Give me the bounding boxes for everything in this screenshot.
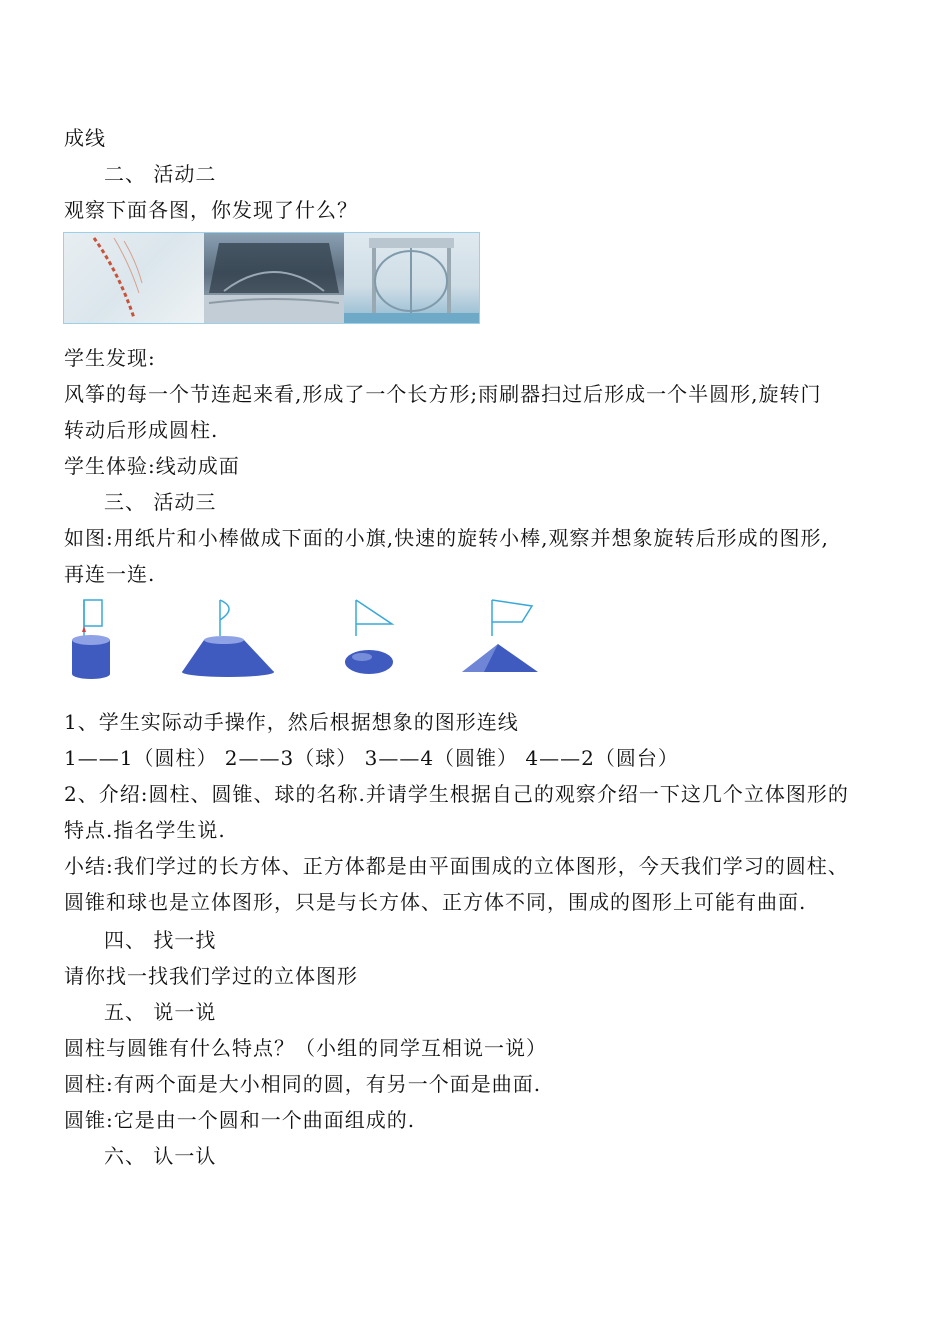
section-heading-activity-2: 二、 活动二 <box>104 162 217 186</box>
text-line: 如图:用纸片和小棒做成下面的小旗,快速的旋转小棒,观察并想象旋转后形成的图形, <box>64 526 829 550</box>
text-line: 观察下面各图，你发现了什么？ <box>64 198 358 222</box>
trapezoid-flag-icon <box>492 600 532 636</box>
frustum-icon <box>182 636 274 677</box>
text-line: 请你找一找我们学过的立体图形 <box>64 964 358 988</box>
photo-strip <box>63 232 480 324</box>
semicircle-flag-icon <box>220 600 229 636</box>
text-line: 学生发现: <box>64 346 156 370</box>
text-line: 特点.指名学生说. <box>64 818 226 842</box>
text-line: 圆柱:有两个面是大小相同的圆，有另一个面是曲面. <box>64 1072 542 1096</box>
text-line: 小结:我们学过的长方体、正方体都是由平面围成的立体图形，今天我们学习的圆柱、 <box>64 854 849 878</box>
sphere-icon <box>345 650 393 674</box>
text-line: 风筝的每一个节连起来看,形成了一个长方形;雨刷器扫过后形成一个半圆形,旋转门 <box>64 382 822 406</box>
section-heading-say: 五、 说一说 <box>104 1000 217 1024</box>
rectangle-flag-icon <box>84 600 102 638</box>
triangle-flag-icon <box>356 600 392 636</box>
flags-and-solids-figure <box>64 596 564 680</box>
text-line: 圆锥和球也是立体图形，只是与长方体、正方体不同，围成的图形上可能有曲面. <box>64 890 807 914</box>
text-line: 1、学生实际动手操作，然后根据想象的图形连线 <box>64 710 519 734</box>
section-heading-find: 四、 找一找 <box>104 928 217 952</box>
text-line: 2、介绍:圆柱、圆锥、球的名称.并请学生根据自己的观察介绍一下这几个立体图形的 <box>64 782 849 806</box>
text-line: 再连一连. <box>64 562 156 586</box>
kite-photo <box>64 233 204 323</box>
revolving-door-photo <box>344 233 479 323</box>
text-line: 圆柱与圆锥有什么特点？（小组的同学互相说一说） <box>64 1036 547 1060</box>
text-line: 学生体验:线动成面 <box>64 454 240 478</box>
text-line: 成线 <box>64 126 106 150</box>
section-heading-activity-3: 三、 活动三 <box>104 490 217 514</box>
text-line: 圆锥:它是由一个圆和一个曲面组成的. <box>64 1108 416 1132</box>
cone-icon <box>462 644 538 672</box>
matching-answer-line: 1——1（圆柱） 2——3（球） 3——4（圆锥） 4——2（圆台） <box>64 746 679 770</box>
section-heading-recognize: 六、 认一认 <box>104 1144 217 1168</box>
cylinder-icon <box>72 635 110 679</box>
text-line: 转动后形成圆柱. <box>64 418 219 442</box>
car-wiper-photo <box>204 233 344 323</box>
